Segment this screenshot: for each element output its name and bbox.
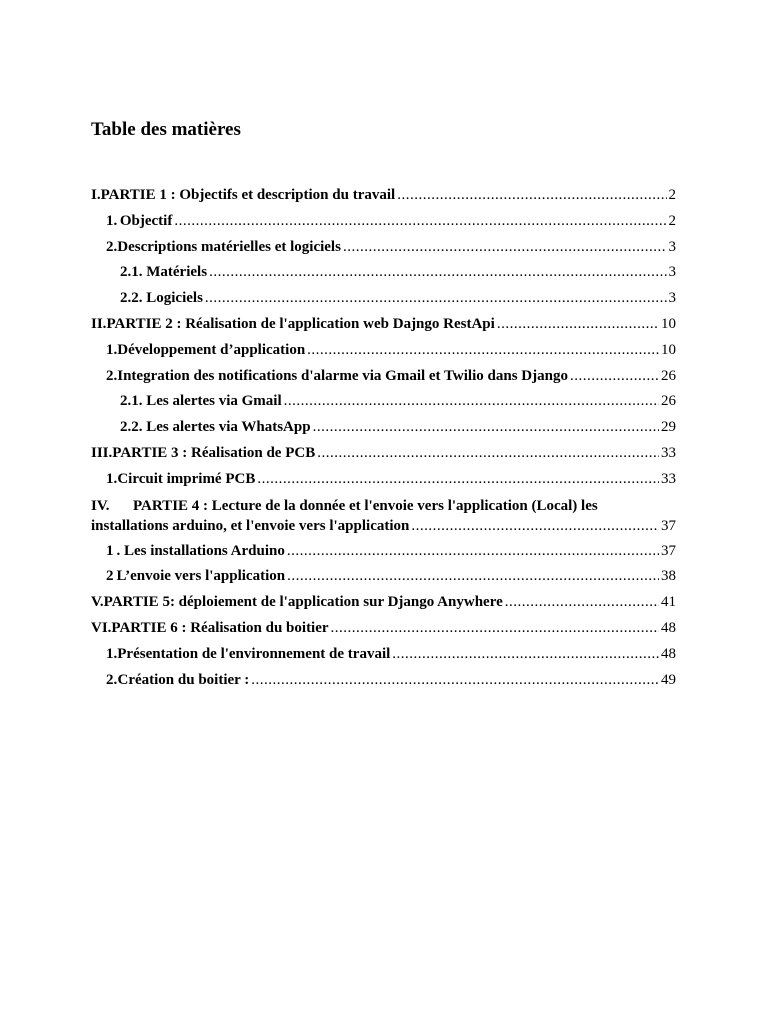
toc-entry-number: 1. — [106, 470, 118, 487]
dot-leader — [397, 183, 666, 209]
toc-entry[interactable] — [91, 389, 676, 415]
dot-leader — [331, 616, 659, 642]
dot-leader — [411, 516, 659, 536]
toc-entry-label: PARTIE 2 : Réalisation de l'application web Dajngo RestApi — [106, 315, 495, 332]
toc-entry-label: PARTIE 5: déploiement de l'application sur Django Anywhere — [103, 594, 503, 611]
toc-entry-number: IV. — [91, 497, 110, 514]
toc-entry-page: 41 — [661, 594, 676, 611]
dot-leader — [287, 564, 659, 590]
toc-entry[interactable] — [91, 260, 676, 286]
dot-leader — [205, 286, 667, 312]
toc-entry-label: . Les installations Arduino — [116, 542, 285, 559]
toc-entry[interactable] — [91, 209, 676, 235]
toc-entry-label: Circuit imprimé PCB — [117, 470, 256, 487]
toc-entry[interactable] — [91, 441, 676, 467]
toc-entry-page: 38 — [661, 568, 676, 585]
toc-entry-page: 26 — [661, 367, 676, 384]
toc-entry[interactable] — [91, 564, 676, 590]
toc-entry-label-line1: PARTIE 4 : Lecture de la donnée et l'envoie vers l'application (Local) les — [133, 497, 598, 514]
toc-entry-page: 33 — [661, 444, 676, 461]
toc-entry-number: 1. — [106, 341, 118, 358]
toc-entry-page: 37 — [661, 542, 676, 559]
toc-entry-number: II. — [91, 315, 107, 332]
toc-entry[interactable] — [91, 338, 676, 364]
toc-entry[interactable] — [91, 235, 676, 261]
toc-entry-label: Création du boitier : — [117, 671, 250, 688]
toc-entry[interactable] — [91, 616, 676, 642]
toc-entry-label: 2.1. Les alertes via Gmail — [120, 393, 282, 410]
toc-entry[interactable] — [91, 415, 676, 441]
toc-entry-page: 26 — [661, 393, 676, 410]
toc-entry-page: 3 — [668, 264, 676, 281]
toc-entry-number: 1. — [106, 212, 118, 229]
dot-leader — [174, 209, 666, 235]
toc-entry[interactable] — [91, 642, 676, 668]
dot-leader — [343, 235, 667, 261]
toc-title: Table des matières — [91, 119, 241, 140]
toc-entry-label: PARTIE 3 : Réalisation de PCB — [112, 444, 316, 461]
toc-entry-page: 10 — [661, 315, 676, 332]
toc-entry-number: 2. — [106, 367, 118, 384]
toc-entry-number: III. — [91, 444, 113, 461]
toc-entry-label: Objectif — [119, 212, 173, 229]
toc-entry[interactable] — [91, 183, 676, 209]
toc-entry-label-line2: installations arduino, et l'envoie vers l'application — [91, 517, 410, 534]
toc-entry-page: 48 — [661, 645, 676, 662]
toc-entry[interactable] — [91, 364, 676, 390]
toc-entry-label: Présentation de l'environnement de travail — [117, 645, 391, 662]
dot-leader — [257, 467, 659, 493]
dot-leader — [505, 590, 659, 616]
toc-entry-page: 29 — [661, 419, 676, 436]
toc-entry[interactable] — [91, 493, 676, 539]
toc-entry-number: VI. — [91, 619, 112, 636]
toc-entry[interactable] — [91, 286, 676, 312]
toc-entry-page: 49 — [661, 671, 676, 688]
toc-entry[interactable] — [91, 312, 676, 338]
toc-entry-page: 2 — [668, 187, 676, 203]
dot-leader — [317, 441, 659, 467]
toc-entry-label: 2.1. Matériels — [120, 264, 208, 281]
dot-leader — [284, 389, 659, 415]
table-of-contents — [91, 183, 676, 693]
dot-leader — [497, 312, 659, 338]
toc-entry-page: 48 — [661, 619, 676, 636]
toc-entry-page: 3 — [668, 238, 676, 255]
toc-entry[interactable] — [91, 590, 676, 616]
toc-entry[interactable] — [91, 539, 676, 565]
toc-entry-number: 2. — [106, 238, 118, 255]
toc-entry-number: 2. — [106, 671, 118, 688]
toc-entry[interactable] — [91, 668, 676, 694]
toc-entry-number: 2 — [106, 568, 114, 585]
toc-entry-page: 33 — [661, 470, 676, 487]
toc-entry-number: V. — [91, 594, 104, 611]
toc-entry-page: 2 — [668, 212, 676, 229]
dot-leader — [251, 668, 659, 694]
dot-leader — [570, 364, 659, 390]
toc-entry-label: Développement d’application — [117, 341, 306, 358]
toc-entry-label: PARTIE 6 : Réalisation du boitier — [111, 619, 329, 636]
toc-entry-page: 10 — [661, 341, 676, 358]
toc-entry[interactable] — [91, 467, 676, 493]
toc-entry-label: L’envoie vers l'application — [116, 568, 286, 585]
toc-entry-page: 37 — [661, 517, 676, 534]
toc-entry-number: I. — [91, 187, 101, 203]
toc-entry-label: PARTIE 1 : Objectifs et description du travail — [100, 187, 396, 203]
toc-entry-label: Descriptions matérielles et logiciels — [117, 238, 341, 255]
dot-leader — [313, 415, 659, 441]
toc-entry-label: 2.2. Logiciels — [120, 290, 203, 307]
dot-leader — [392, 642, 659, 668]
dot-leader — [287, 539, 659, 565]
toc-entry-page: 3 — [668, 290, 676, 307]
toc-entry-label: Integration des notifications d'alarme via Gmail et Twilio dans Django — [117, 367, 568, 384]
toc-entry-number: 1. — [106, 645, 118, 662]
toc-entry-number: 1 — [106, 542, 114, 559]
toc-entry-label: 2.2. Les alertes via WhatsApp — [120, 419, 311, 436]
dot-leader — [307, 338, 659, 364]
dot-leader — [209, 260, 666, 286]
